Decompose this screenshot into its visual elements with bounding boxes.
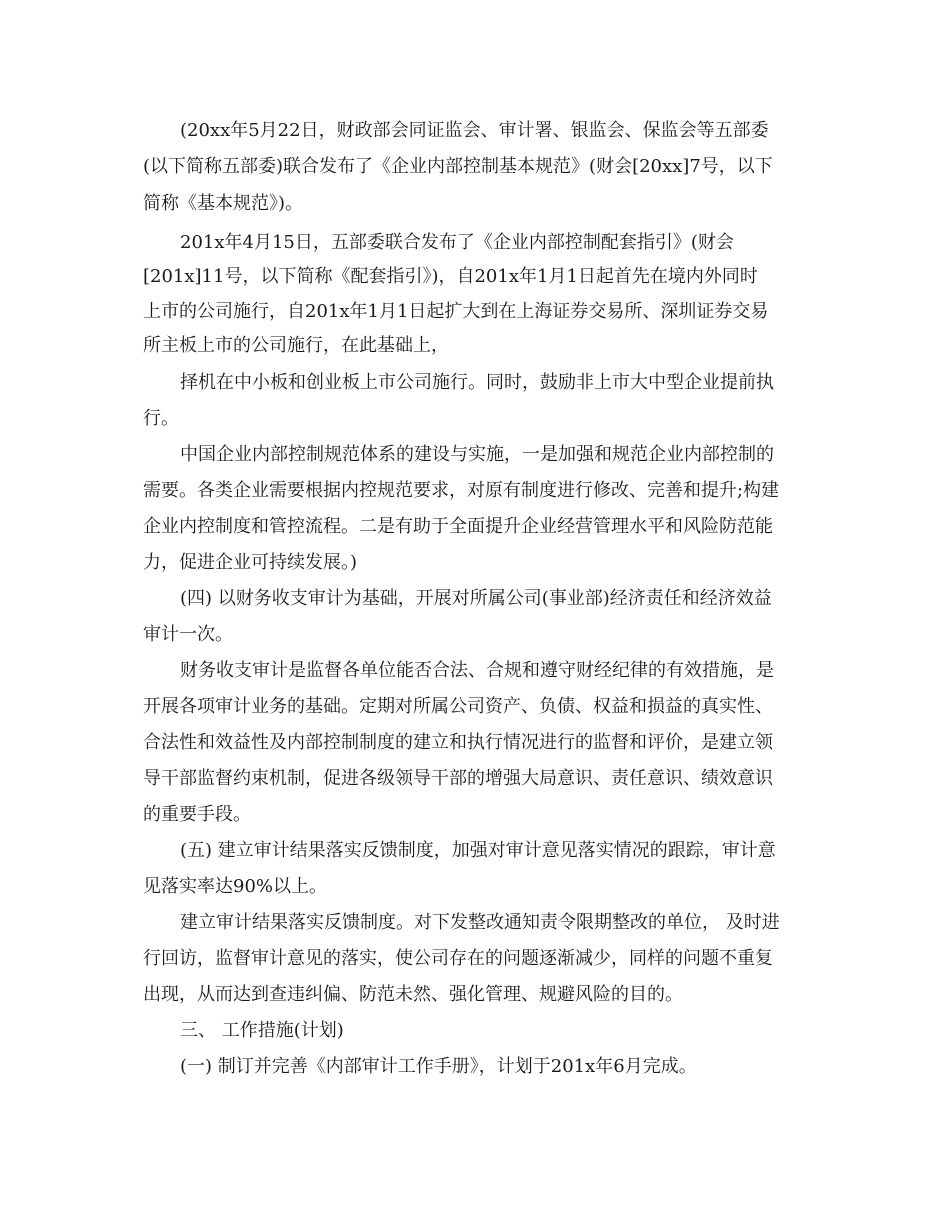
text-line: 上市的公司施行，自201x年1月1日起扩大到在上海证券交易所、深圳证券交易	[143, 301, 769, 322]
text-line: 见落实率达90%以上。	[143, 876, 328, 897]
text-line: 合法性和效益性及内部控制制度的建立和执行情况进行的监督和评价，是建立领	[143, 732, 773, 753]
text-line: 择机在中小板和创业板上市公司施行。同时，鼓励非上市大中型企业提前执	[180, 372, 774, 393]
text-line: (四) 以财务收支审计为基础，开展对所属公司(事业部)经济责任和经济效益	[180, 588, 772, 609]
text-line: (五) 建立审计结果落实反馈制度，加强对审计意见落实情况的跟踪，审计意	[180, 840, 776, 861]
text-line: 简称《基本规范》)。	[143, 193, 304, 214]
text-line: 行回访，监督审计意见的落实，使公司存在的问题逐渐减少，同样的问题不重复	[143, 948, 773, 969]
text-line: 所主板上市的公司施行，在此基础上，	[143, 335, 449, 356]
text-line: (一) 制订并完善《内部审计工作手册》，计划于201x年6月完成。	[180, 1056, 697, 1077]
text-line: (20xx年5月22日，财政部会同证监会、审计署、银监会、保监会等五部委	[180, 120, 769, 141]
text-line: 201x年4月15日，五部委联合发布了《企业内部控制配套指引》(财会	[180, 232, 734, 253]
text-line: 力，促进企业可持续发展。)	[143, 552, 358, 573]
section-heading: 三、 工作措施(计划)	[180, 1020, 344, 1041]
text-line: 行。	[143, 408, 179, 429]
text-line: 企业内控制度和管控流程。二是有助于全面提升企业经营管理水平和风险防范能	[143, 516, 773, 537]
text-line: 导干部监督约束机制，促进各级领导干部的增强大局意识、责任意识、绩效意识	[143, 768, 773, 789]
text-line: (以下简称五部委)联合发布了《企业内部控制基本规范》(财会[20xx]7号，以下	[143, 156, 773, 177]
text-line: 中国企业内部控制规范体系的建设与实施，一是加强和规范企业内部控制的	[180, 444, 774, 465]
text-line: 需要。各类企业需要根据内控规范要求，对原有制度进行修改、完善和提升;构建	[143, 480, 780, 501]
text-line: 财务收支审计是监督各单位能否合法、合规和遵守财经纪律的有效措施，是	[180, 660, 774, 681]
text-line: [201x]11号，以下简称《配套指引》)，自201x年1月1日起首先在境内外同时	[143, 266, 758, 287]
text-line: 出现，从而达到查违纠偏、防范未然、强化管理、规避风险的目的。	[143, 984, 683, 1005]
text-line: 审计一次。	[143, 624, 233, 645]
text-line: 的重要手段。	[143, 804, 251, 825]
text-line: 开展各项审计业务的基础。定期对所属公司资产、负债、权益和损益的真实性、	[143, 696, 773, 717]
text-line: 建立审计结果落实反馈制度。对下发整改通知责令限期整改的单位， 及时进	[180, 912, 780, 933]
